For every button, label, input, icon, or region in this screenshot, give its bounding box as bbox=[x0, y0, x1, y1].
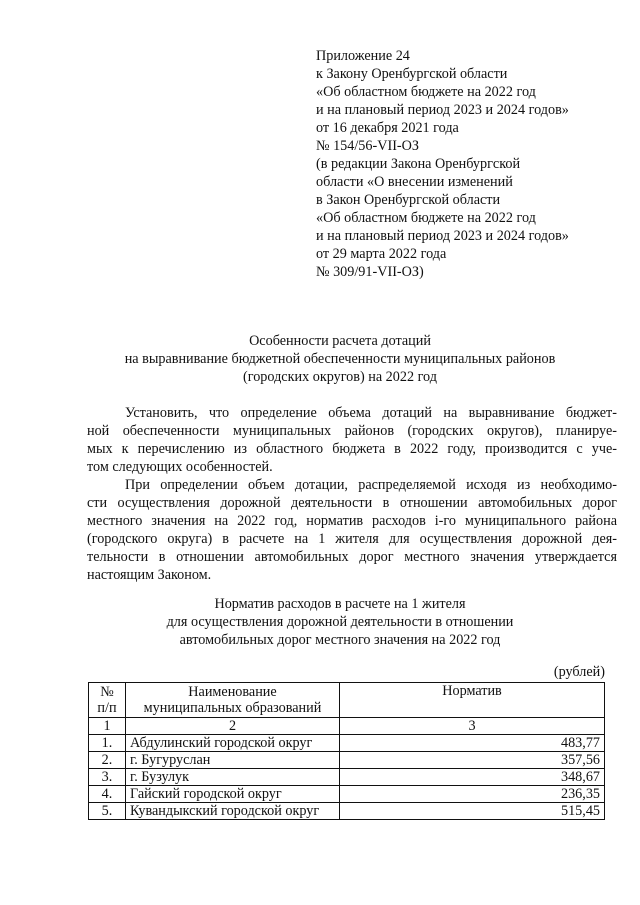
annex-line: в Закон Оренбургской области bbox=[316, 192, 501, 208]
annex-line: (в редакции Закона Оренбургской bbox=[316, 156, 521, 172]
table-row bbox=[89, 803, 605, 820]
row-num: 1. bbox=[89, 735, 126, 752]
header-norm: Норматив bbox=[340, 683, 605, 718]
row-value: 357,56 bbox=[340, 752, 605, 769]
row-name: Гайский городской округ bbox=[126, 786, 340, 803]
title-line: (городских округов) на 2022 год bbox=[243, 369, 437, 385]
norm-table bbox=[88, 682, 605, 820]
paragraph-1 bbox=[87, 404, 617, 476]
title-line: на выравнивание бюджетной обеспеченности муниципальных районов bbox=[124, 351, 556, 367]
text-line: При определении объем дотации, распределяемой исходя из необходимо- bbox=[125, 477, 617, 493]
document-title bbox=[80, 332, 600, 386]
row-num: 2. bbox=[89, 752, 126, 769]
row-num: 3. bbox=[89, 769, 126, 786]
annex-line: от 29 марта 2022 года bbox=[316, 246, 447, 262]
table-title-line: для осуществления дорожной деятельности в отношении bbox=[166, 614, 514, 630]
header-num-line2: п/п bbox=[97, 700, 117, 716]
row-num: 5. bbox=[89, 803, 126, 820]
header-name-line2: муниципальных образований bbox=[143, 700, 322, 716]
table-title-line: автомобильных дорог местного значения на 2022 год bbox=[179, 632, 501, 648]
table-row bbox=[89, 752, 605, 769]
annex-line: № 154/56-VII-ОЗ bbox=[316, 138, 419, 154]
header-num bbox=[89, 683, 126, 718]
col-number: 3 bbox=[340, 718, 605, 735]
annex-line: «Об областном бюджете на 2022 год bbox=[316, 210, 536, 226]
row-num: 4. bbox=[89, 786, 126, 803]
row-value: 515,45 bbox=[340, 803, 605, 820]
row-name: г. Бугуруслан bbox=[126, 752, 340, 769]
text-line: (городского округа) в расчете на 1 жителя для осуществления дорожной дея- bbox=[87, 531, 617, 547]
annex-line: Приложение 24 bbox=[316, 48, 410, 64]
text-line: ной обеспеченности муниципальных районов (городских округов), планируе- bbox=[87, 423, 617, 439]
body-text bbox=[87, 404, 617, 584]
table-row bbox=[89, 769, 605, 786]
row-value: 348,67 bbox=[340, 769, 605, 786]
text-line: настоящим Законом. bbox=[87, 567, 212, 583]
table-row bbox=[89, 786, 605, 803]
text-line: тельности в отношении автомобильных дорог местного значения утверждается bbox=[87, 549, 617, 565]
annex-line: № 309/91-VII-ОЗ) bbox=[316, 264, 424, 280]
unit-label: (рублей) bbox=[553, 664, 605, 680]
row-name: Кувандыкский городской округ bbox=[126, 803, 340, 820]
header-name-line1: Наименование bbox=[188, 684, 277, 700]
paragraph-2 bbox=[87, 476, 617, 584]
table-title bbox=[80, 595, 600, 649]
title-line: Особенности расчета дотаций bbox=[249, 333, 431, 349]
annex-line: «Об областном бюджете на 2022 год bbox=[316, 84, 536, 100]
table-row bbox=[89, 735, 605, 752]
table-title-line: Норматив расходов в расчете на 1 жителя bbox=[214, 596, 466, 612]
text-line: местного значения на 2022 год, норматив расходов i-го муниципального района bbox=[87, 513, 617, 529]
col-number: 1 bbox=[89, 718, 126, 735]
annex-line: к Закону Оренбургской области bbox=[316, 66, 508, 82]
text-line: мых к перечислению из областного бюджета в 2022 году, производится с уче- bbox=[87, 441, 617, 457]
column-number-row bbox=[89, 718, 605, 735]
table-header-row bbox=[89, 683, 605, 718]
header-num-line1: № bbox=[100, 684, 114, 700]
annex-line: и на плановый период 2023 и 2024 годов» bbox=[316, 228, 569, 244]
text-line: Установить, что определение объема дотаций на выравнивание бюджет- bbox=[125, 405, 617, 421]
annex-line: и на плановый период 2023 и 2024 годов» bbox=[316, 102, 569, 118]
row-name: Абдулинский городской округ bbox=[126, 735, 340, 752]
col-number: 2 bbox=[126, 718, 340, 735]
annex-line: области «О внесении изменений bbox=[316, 174, 513, 190]
annex-line: от 16 декабря 2021 года bbox=[316, 120, 459, 136]
text-line: том следующих особенностей. bbox=[87, 459, 273, 475]
row-value: 236,35 bbox=[340, 786, 605, 803]
header-name bbox=[126, 683, 340, 718]
text-line: сти осуществления дорожной деятельности в отношении автомобильных дорог bbox=[87, 495, 617, 511]
row-name: г. Бузулук bbox=[126, 769, 340, 786]
annex-header bbox=[316, 47, 616, 281]
row-value: 483,77 bbox=[340, 735, 605, 752]
